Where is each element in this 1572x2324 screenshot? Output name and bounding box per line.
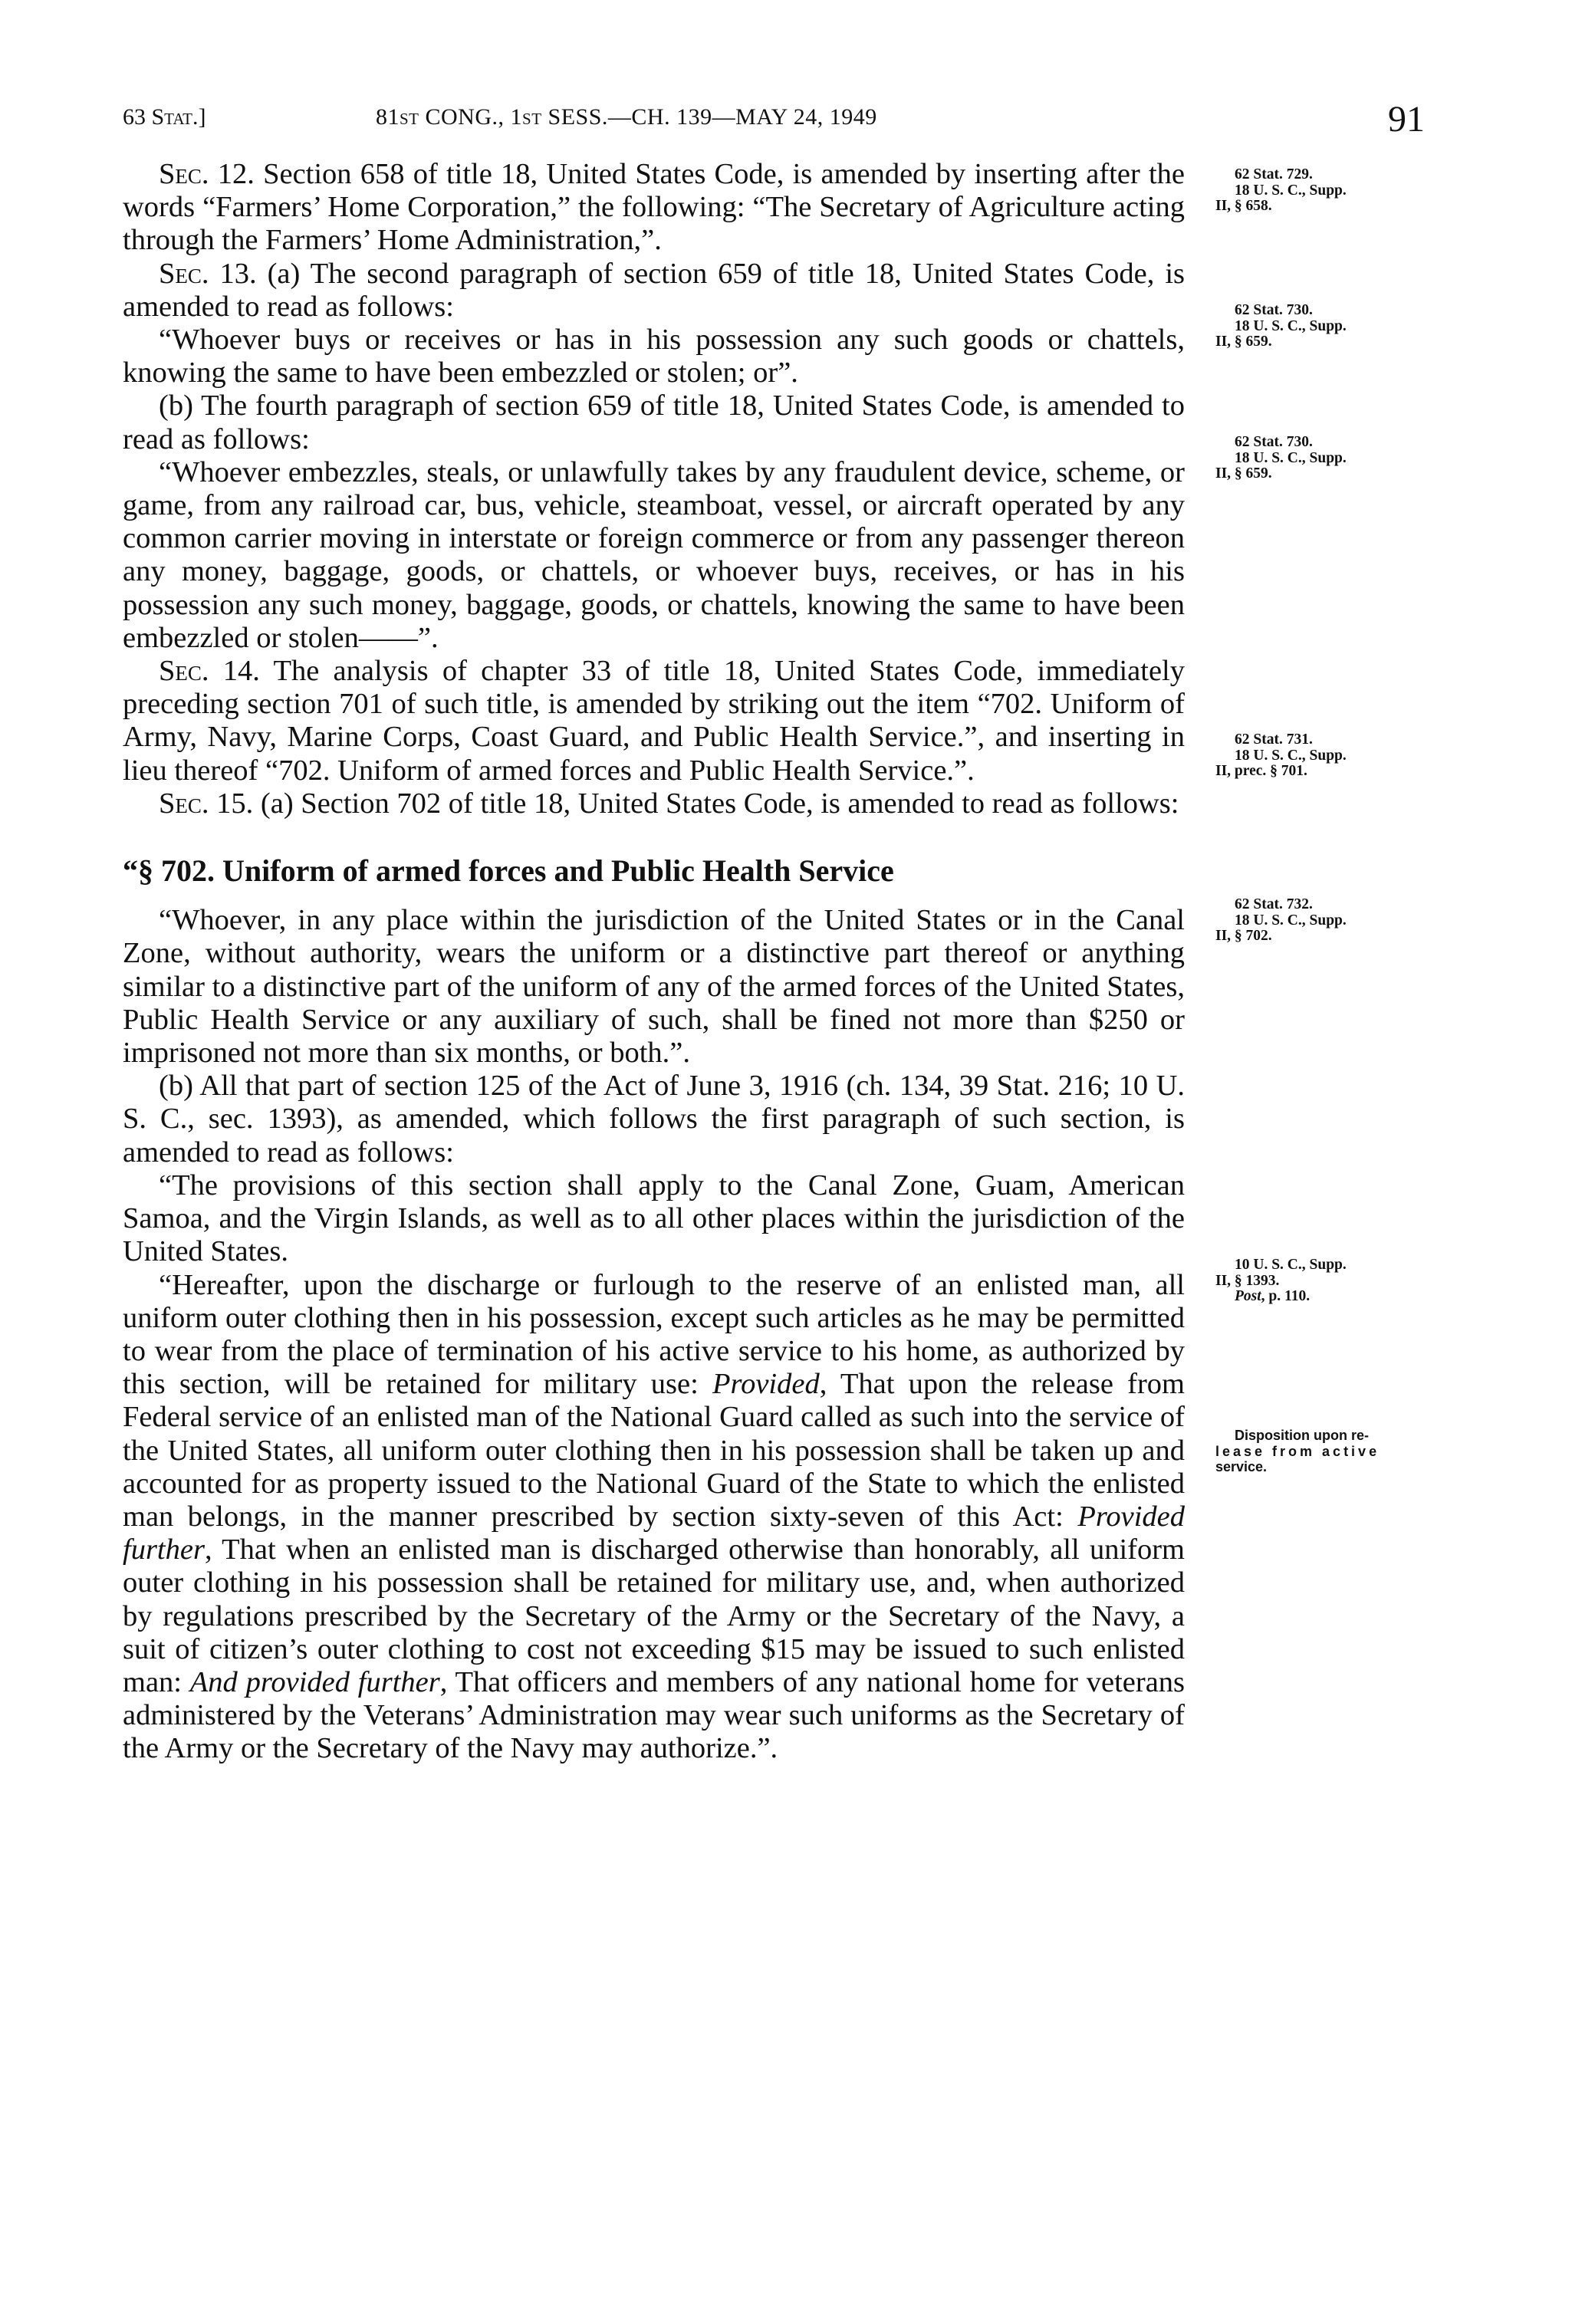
section-13a [123,258,1185,324]
running-header [123,98,1488,140]
section-13b: (b) The fourth paragraph of section 659 of title 18, United States Code, is amended to read as follows: [123,390,1185,455]
section-label: Sec. 14. [159,655,260,688]
citation-line: II, § 658. [1215,198,1272,214]
section-15b-quote-2 [123,1269,1185,1766]
page-number: 91 [1388,99,1425,140]
note-line: lease from active [1215,1443,1380,1459]
session-title: 81st CONG., 1st SESS.—CH. 139—MAY 24, 1949 [376,104,877,130]
section-text: (a) Section 702 of title 18, United States Code, is amended to read as follows: [260,787,1179,820]
section-15a [123,787,1185,820]
margin-note [1215,1257,1430,1305]
margin-note [1215,897,1430,945]
citation-line: 62 Stat. 730. [1235,434,1313,450]
citation-line: 62 Stat. 729. [1235,166,1313,182]
citation-line: 18 U. S. C., Supp. [1235,747,1347,764]
volume-label: 63 Stat.] [123,104,206,130]
citation-line: 18 U. S. C., Supp. [1235,317,1347,334]
section-text: The analysis of chapter 33 of title 18, United States Code, immediately preceding section 701 of such title, is amended by striking out the item “702. Uniform of Army, Navy, Marine Corps, Coast Guard, and Public Health Service.”, and inserting in lieu thereof “702. Uniform of armed forces and Public Health Service.”. [123,655,1185,787]
citation-line: 62 Stat. 732. [1235,896,1313,912]
proviso-label: And provided further [189,1665,440,1698]
citation-line: 18 U. S. C., Supp. [1235,912,1347,929]
quote-text: , That upon the release from Federal service of an enlisted man of the National Guard called as such into the service of the United States, all uniform outer clothing then in his possession shall be taken up and accounted for as property issued to the National Guard of the State to which the enlisted man belongs, in the manner prescribed by section sixty-seven of this Act: [123,1368,1185,1533]
statute-body [123,158,1185,1766]
proviso-label: Provided [712,1368,820,1401]
citation-text: , p. 110. [1261,1288,1311,1304]
section-13a-quote: “Whoever buys or receives or has in his possession any such goods or chattels, knowing the same to have been embezzled or stolen; or”. [123,324,1185,390]
citation-line [1215,1289,1430,1305]
section-15b: (b) All that part of section 125 of the Act of June 3, 1916 (ch. 134, 39 Stat. 216; 10 U. S. C., sec. 1393), as amended, which follows the first paragraph of such section, is amended to read as follows: [123,1070,1185,1169]
section-text: (a) The second paragraph of section 659 of title 18, United States Code, is amended to read as follows: [123,257,1186,323]
section-14 [123,655,1185,787]
quote-text: , That officers and members of any national home for veterans administered by the Veterans’ Administration may wear such uniforms as the Secretary of the Army or the Secretary of the Navy may authorize.”. [123,1665,1186,1765]
section-label: Sec. 12. [159,158,255,190]
proviso-label: Provided further [123,1500,1186,1566]
citation-line: 18 U. S. C., Supp. [1235,182,1347,199]
citation-line: II, § 1393. [1215,1272,1280,1289]
margin-note [1215,303,1430,350]
note-line: Disposition upon re- [1235,1428,1369,1443]
citation-line: II, § 702. [1215,928,1272,944]
note-line: service. [1215,1459,1268,1474]
citation-line: II, prec. § 701. [1215,763,1307,779]
margin-note [1215,732,1430,780]
margin-note [1215,167,1430,215]
section-12 [123,158,1185,258]
section-13b-quote: “Whoever embezzles, steals, or unlawfully takes by any fraudulent device, scheme, or game, from any railroad car, bus, vehicle, steamboat, vessel, or aircraft operated by any common carrier moving in interstate or foreign commerce or from any passenger thereon any money, baggage, goods, or chattels, or whoever buys, receives, or has in his possession any such money, baggage, goods, or chattels, knowing the same to have been embezzled or stolen——”. [123,455,1185,654]
section-label: Sec. 15. [159,787,254,820]
margin-note [1215,435,1430,482]
citation-line: 18 U. S. C., Supp. [1235,449,1347,466]
post-label: Post [1235,1288,1261,1304]
citation-line: 62 Stat. 731. [1235,731,1313,748]
citation-line: II, § 659. [1215,465,1272,482]
citation-line: 10 U. S. C., Supp. [1235,1257,1347,1273]
section-label: Sec. 13. [159,257,257,290]
section-15b-quote-1: “The provisions of this section shall apply to the Canal Zone, Guam, American Samoa, and the Virgin Islands, as well as to all other places within the jurisdiction of the United States. [123,1169,1185,1268]
quote-text: , That when an enlisted man is discharged otherwise than honorably, all uniform outer clothing in his possession shall be retained for military use, and, when authorized by regulations prescribed by the Secretary of the Army or the Secretary of the Navy, a suit of citizen’s outer clothing to cost not exceeding $15 may be issued to such enlisted man: [123,1533,1185,1698]
section-15a-quote: “Whoever, in any place within the jurisdiction of the United States or in the Canal Zone, without authority, wears the uniform or a distinctive part thereof or anything similar to a distinctive part of the uniform of any of the armed forces of the United States, Public Health Service or any auxiliary of such, shall be fined not more than $250 or imprisoned not more than six months, or both.”. [123,904,1185,1070]
citation-line: II, § 659. [1215,334,1272,350]
section-702-heading: “§ 702. Uniform of armed forces and Public Health Service [123,853,894,889]
quote-text: “Hereafter, upon the discharge or furlough to the reserve of an enlisted man, all uniform outer clothing then in his possession, except such articles as he may be permitted to wear from the place of termination of his active service to his home, as authorized by this section, will be retained for military use: [123,1268,1185,1401]
margin-note-disposition [1215,1428,1438,1475]
section-text: Section 658 of title 18, United States Code, is amended by inserting after the words “Farmers’ Home Corporation,” the following: “The Secretary of Agriculture acting through the Farmers’ Home Administration,”. [123,158,1185,257]
citation-line: 62 Stat. 730. [1235,302,1313,318]
